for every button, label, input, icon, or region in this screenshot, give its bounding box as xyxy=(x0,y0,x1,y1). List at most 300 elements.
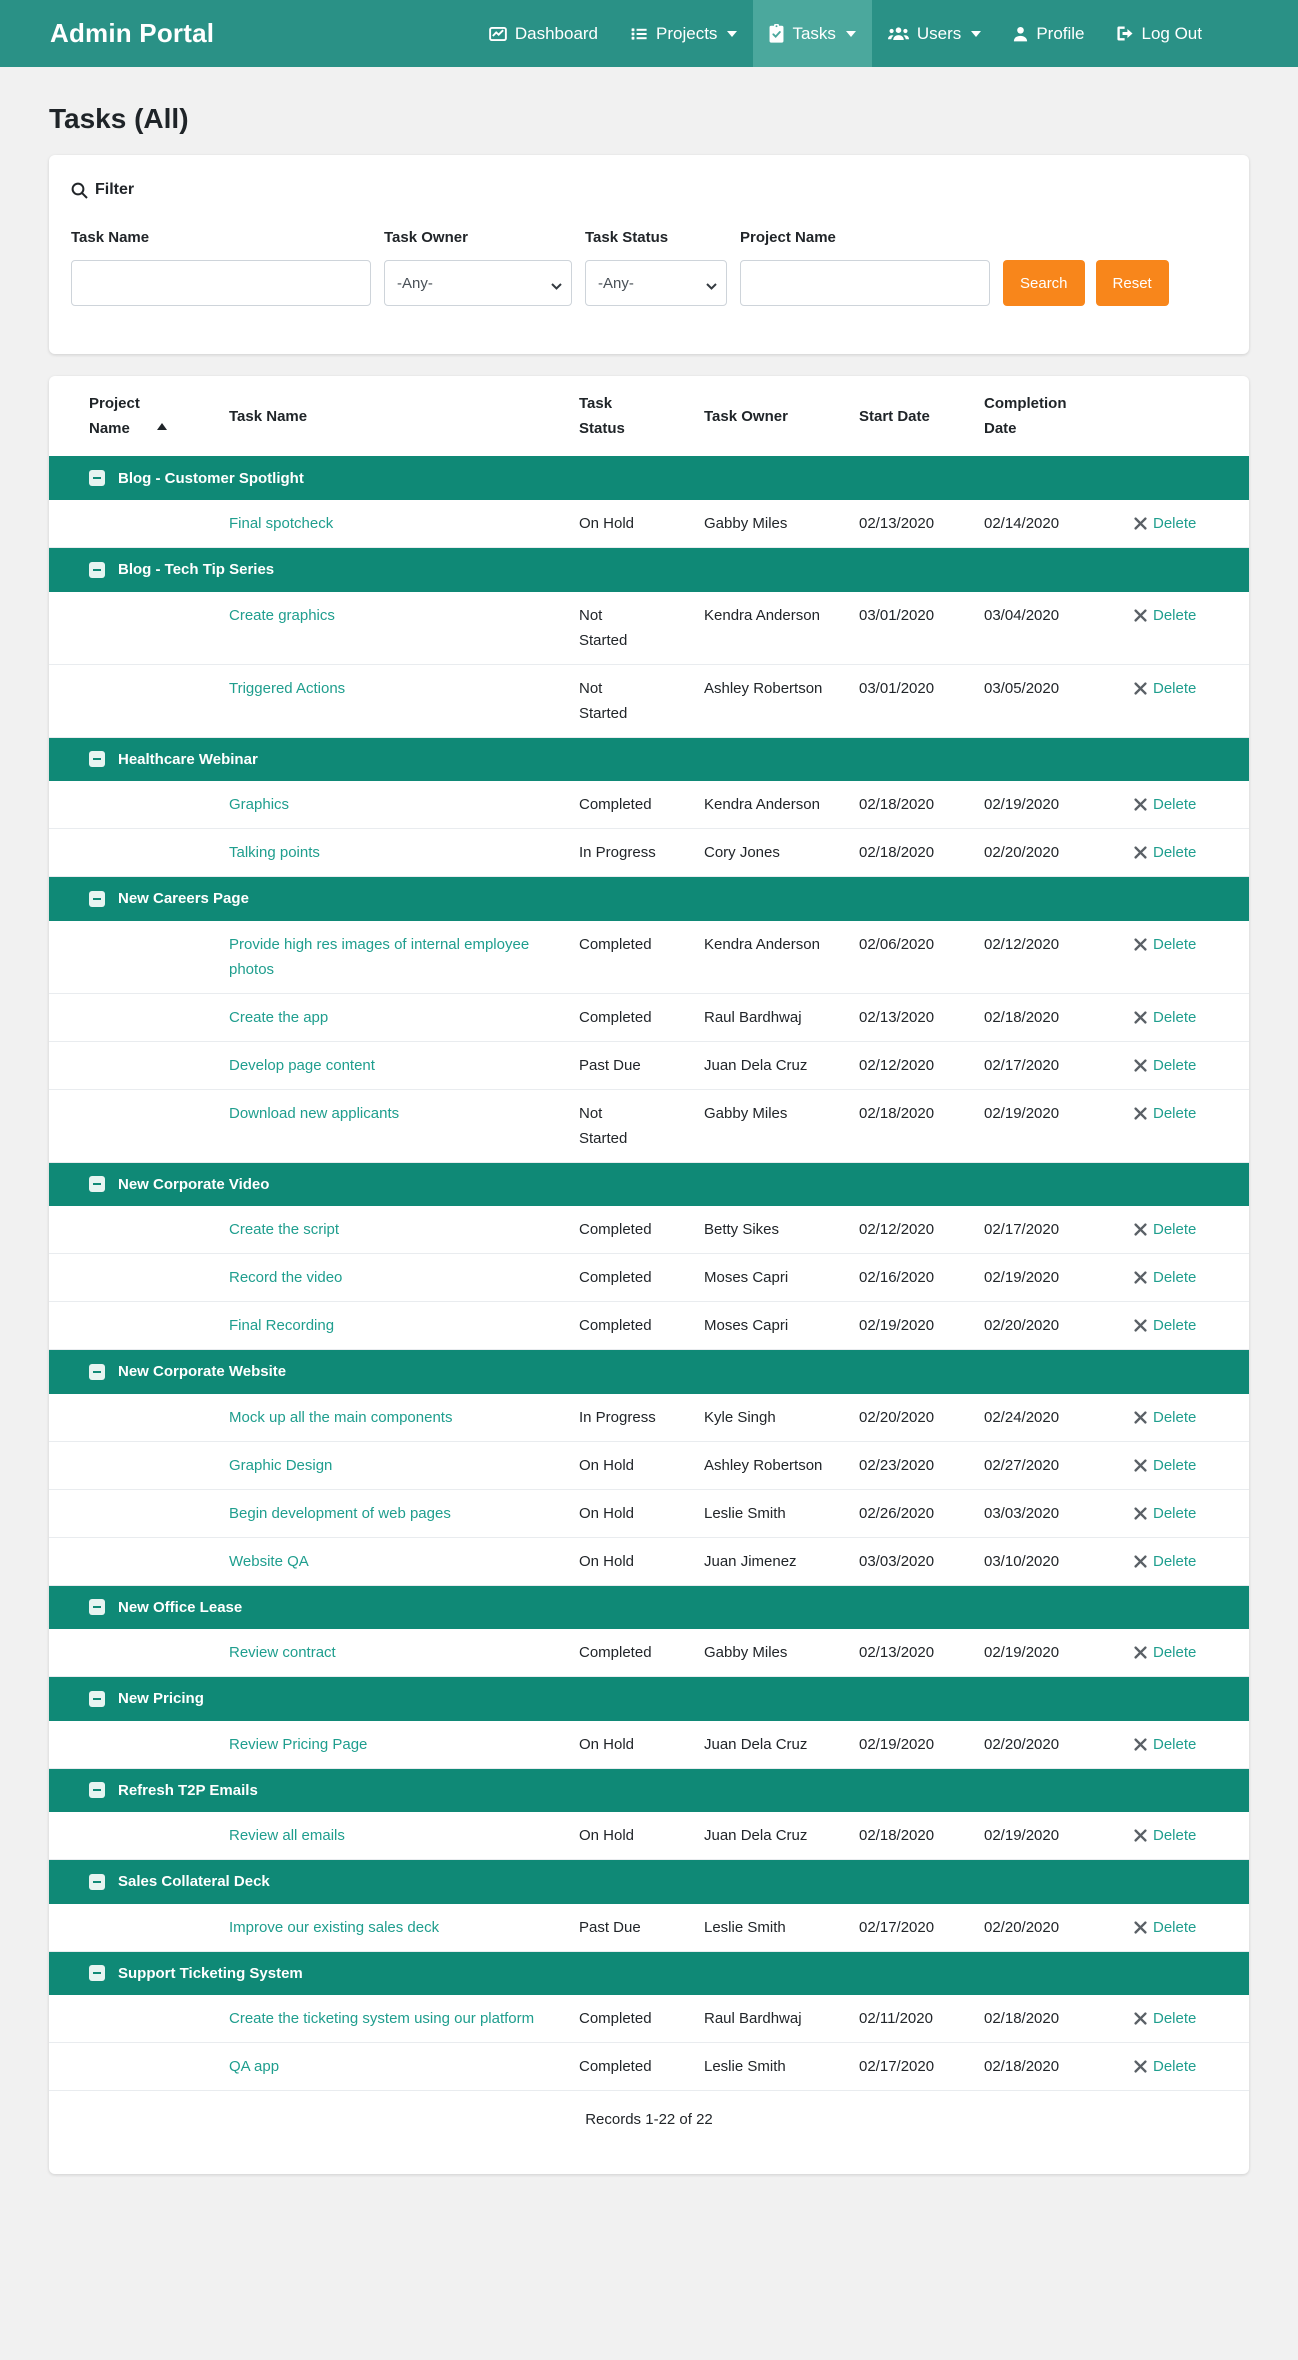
delete-task-link[interactable]: Delete xyxy=(1153,1827,1197,1844)
task-name-cell xyxy=(229,1206,579,1254)
task-owner-cell: Juan Dela Cruz xyxy=(704,1721,859,1769)
delete-task-link[interactable]: Delete xyxy=(1153,2010,1197,2027)
actions-cell xyxy=(1134,1489,1249,1537)
task-name-cell xyxy=(229,1254,579,1302)
task-name-link[interactable]: Create the ticketing system using our platform xyxy=(229,2010,535,2027)
task-owner-cell: Juan Dela Cruz xyxy=(704,1812,859,1860)
search-button[interactable]: Search xyxy=(1003,260,1085,306)
start-date-cell: 02/12/2020 xyxy=(859,1041,984,1089)
project-group-row[interactable] xyxy=(49,1860,1249,1904)
completion-date-cell: 03/03/2020 xyxy=(984,1489,1134,1537)
clipboard-check-icon xyxy=(769,24,784,43)
project-name-cell xyxy=(49,500,229,548)
task-name-cell xyxy=(229,1721,579,1769)
completion-date-cell: 02/19/2020 xyxy=(984,1812,1134,1860)
completion-date-cell: 02/19/2020 xyxy=(984,1629,1134,1677)
collapse-minus-icon[interactable] xyxy=(89,1874,105,1890)
x-icon xyxy=(1134,798,1147,811)
nav-label: Profile xyxy=(1036,23,1085,43)
task-row xyxy=(49,1302,1249,1350)
collapse-minus-icon[interactable] xyxy=(89,1782,105,1798)
delete-task-link[interactable]: Delete xyxy=(1153,1735,1197,1753)
delete-task-link[interactable]: Delete xyxy=(1153,1552,1197,1570)
project-name-cell xyxy=(49,1302,229,1350)
task-name-link[interactable]: Improve our existing sales deck xyxy=(229,1918,440,1936)
delete-task-link[interactable]: Delete xyxy=(1153,1644,1197,1661)
completion-date-cell: 02/17/2020 xyxy=(984,1206,1134,1254)
x-icon xyxy=(1134,1223,1147,1236)
task-owner-filter-label: Task Owner xyxy=(384,229,468,246)
column-header-task-name[interactable]: Task Name xyxy=(229,407,308,425)
filter-title-label: Filter xyxy=(95,181,135,198)
nav-label: Tasks xyxy=(792,23,836,43)
column-header-task-status[interactable]: Task Status xyxy=(579,395,625,437)
task-name-cell xyxy=(229,993,579,1041)
task-name-cell xyxy=(229,1904,579,1952)
project-group-label: New Careers Page xyxy=(118,890,249,908)
project-group-row[interactable] xyxy=(49,1768,1249,1812)
project-name-cell xyxy=(49,1089,229,1162)
task-row xyxy=(49,1206,1249,1254)
x-icon xyxy=(1134,1829,1147,1842)
x-icon xyxy=(1134,1411,1147,1424)
task-name-link[interactable]: Create the app xyxy=(229,1008,329,1026)
project-name-filter-input[interactable] xyxy=(740,260,990,306)
x-icon xyxy=(1134,1459,1147,1472)
actions-cell xyxy=(1134,1089,1249,1162)
x-icon xyxy=(1134,1271,1147,1284)
actions-cell xyxy=(1134,993,1249,1041)
nav-projects[interactable] xyxy=(614,0,753,67)
task-owner-cell: Leslie Smith xyxy=(704,2043,859,2091)
completion-date-cell: 02/12/2020 xyxy=(984,921,1134,994)
task-row xyxy=(49,592,1249,665)
completion-date-cell: 02/20/2020 xyxy=(984,829,1134,877)
project-name-cell xyxy=(49,1721,229,1769)
task-row xyxy=(49,921,1249,994)
actions-cell xyxy=(1134,1812,1249,1860)
table-header-row xyxy=(49,376,1249,456)
task-status-cell: Completed xyxy=(579,1302,704,1350)
task-status-cell: Not Started xyxy=(579,664,704,737)
task-row xyxy=(49,1629,1249,1677)
project-name-filter-label: Project Name xyxy=(740,229,836,246)
actions-cell xyxy=(1134,2043,1249,2091)
task-owner-cell: Betty Sikes xyxy=(704,1206,859,1254)
nav-label: Projects xyxy=(656,23,718,43)
project-name-cell xyxy=(49,664,229,737)
search-icon xyxy=(71,182,88,199)
task-row xyxy=(49,1254,1249,1302)
delete-task-link[interactable]: Delete xyxy=(1153,1408,1197,1426)
nav-profile[interactable] xyxy=(997,0,1100,67)
main-nav xyxy=(473,0,1218,67)
filter-row xyxy=(71,229,1227,306)
task-name-cell xyxy=(229,1812,579,1860)
task-name-cell xyxy=(229,2043,579,2091)
x-icon xyxy=(1134,2060,1147,2073)
start-date-cell: 02/26/2020 xyxy=(859,1489,984,1537)
actions-cell xyxy=(1134,1394,1249,1442)
task-status-cell: On Hold xyxy=(579,1537,704,1585)
actions-cell xyxy=(1134,1041,1249,1089)
x-icon xyxy=(1134,1507,1147,1520)
task-name-link[interactable]: Provide high res images of internal employee photos xyxy=(229,935,530,978)
completion-date-cell: 02/20/2020 xyxy=(984,1302,1134,1350)
completion-date-cell: 02/19/2020 xyxy=(984,1254,1134,1302)
completion-date-cell: 03/04/2020 xyxy=(984,592,1134,665)
task-name-cell xyxy=(229,781,579,829)
project-group-label: Refresh T2P Emails xyxy=(118,1781,258,1799)
project-name-cell xyxy=(49,1041,229,1089)
delete-task-link[interactable]: Delete xyxy=(1153,606,1197,624)
start-date-cell: 02/18/2020 xyxy=(859,1089,984,1162)
task-status-cell: Past Due xyxy=(579,1041,704,1089)
start-date-cell: 02/20/2020 xyxy=(859,1394,984,1442)
task-status-cell: Past Due xyxy=(579,1904,704,1952)
sign-out-icon xyxy=(1117,26,1134,41)
user-icon xyxy=(1013,26,1028,42)
task-status-cell: Not Started xyxy=(579,1089,704,1162)
task-name-link[interactable]: Create the script xyxy=(229,1221,340,1238)
task-status-cell: On Hold xyxy=(579,500,704,548)
actions-cell xyxy=(1134,1629,1249,1677)
start-date-cell: 02/12/2020 xyxy=(859,1206,984,1254)
actions-cell xyxy=(1134,921,1249,994)
task-status-filter-label: Task Status xyxy=(585,229,669,246)
task-name-cell xyxy=(229,1441,579,1489)
project-name-cell xyxy=(49,1995,229,2043)
task-name-link[interactable]: Review all emails xyxy=(229,1827,345,1844)
task-name-cell xyxy=(229,921,579,994)
task-name-link[interactable]: Mock up all the main components xyxy=(229,1408,453,1426)
task-name-link[interactable]: Record the video xyxy=(229,1269,343,1286)
column-header-project-name[interactable]: Project Name xyxy=(49,376,229,456)
collapse-minus-icon[interactable] xyxy=(89,751,105,767)
delete-task-link[interactable]: Delete xyxy=(1153,1008,1197,1026)
completion-date-cell: 02/27/2020 xyxy=(984,1441,1134,1489)
start-date-cell: 02/17/2020 xyxy=(859,1904,984,1952)
task-name-link[interactable]: Talking points xyxy=(229,844,320,861)
brand-title: Admin Portal xyxy=(50,18,215,48)
delete-task-link[interactable]: Delete xyxy=(1153,2058,1197,2075)
filter-card xyxy=(49,155,1249,354)
task-owner-cell: Raul Bardhwaj xyxy=(704,1995,859,2043)
collapse-minus-icon[interactable] xyxy=(89,891,105,907)
delete-task-link[interactable]: Delete xyxy=(1153,1918,1197,1936)
delete-task-link[interactable]: Delete xyxy=(1153,1056,1197,1074)
project-name-cell xyxy=(49,1537,229,1585)
project-name-cell xyxy=(49,592,229,665)
column-header-start-date[interactable]: Start Date xyxy=(859,407,930,425)
task-row xyxy=(49,1441,1249,1489)
task-name-link[interactable]: Final spotcheck xyxy=(229,515,334,532)
page-content xyxy=(0,103,1298,2174)
task-name-cell xyxy=(229,1629,579,1677)
task-row xyxy=(49,1812,1249,1860)
task-name-filter-input[interactable] xyxy=(71,260,371,306)
nav-dashboard[interactable] xyxy=(473,0,614,67)
completion-date-cell: 02/17/2020 xyxy=(984,1041,1134,1089)
start-date-cell: 03/03/2020 xyxy=(859,1537,984,1585)
tasks-table-card xyxy=(49,376,1249,2174)
task-row xyxy=(49,2043,1249,2091)
actions-cell xyxy=(1134,1995,1249,2043)
project-name-cell xyxy=(49,993,229,1041)
completion-date-cell: 02/20/2020 xyxy=(984,1721,1134,1769)
project-group-label: Support Ticketing System xyxy=(118,1964,303,1982)
task-status-filter-select[interactable] xyxy=(585,260,727,306)
task-status-cell: Completed xyxy=(579,921,704,994)
task-name-link[interactable]: Download new applicants xyxy=(229,1104,400,1122)
task-name-cell xyxy=(229,1489,579,1537)
project-group-label: New Corporate Website xyxy=(118,1363,287,1381)
x-icon xyxy=(1134,1319,1147,1332)
task-status-cell: Completed xyxy=(579,1995,704,2043)
task-row xyxy=(49,993,1249,1041)
task-row xyxy=(49,664,1249,737)
delete-task-link[interactable]: Delete xyxy=(1153,515,1197,532)
task-status-cell: In Progress xyxy=(579,1394,704,1442)
x-icon xyxy=(1134,1921,1147,1934)
task-owner-cell: Ashley Robertson xyxy=(704,664,859,737)
delete-task-link[interactable]: Delete xyxy=(1153,1221,1197,1238)
task-owner-filter-select[interactable] xyxy=(384,260,572,306)
delete-task-link[interactable]: Delete xyxy=(1153,1504,1197,1522)
project-name-cell xyxy=(49,1254,229,1302)
nav-label: Log Out xyxy=(1141,23,1202,43)
task-owner-cell: Leslie Smith xyxy=(704,1489,859,1537)
task-row xyxy=(49,500,1249,548)
task-status-cell: On Hold xyxy=(579,1812,704,1860)
start-date-cell: 02/19/2020 xyxy=(859,1302,984,1350)
collapse-minus-icon[interactable] xyxy=(89,562,105,578)
x-icon xyxy=(1134,1107,1147,1120)
project-group-label: Healthcare Webinar xyxy=(118,750,258,768)
task-row xyxy=(49,1537,1249,1585)
actions-cell xyxy=(1134,500,1249,548)
task-owner-cell: Juan Jimenez xyxy=(704,1537,859,1585)
task-name-cell xyxy=(229,1089,579,1162)
records-count: Records 1-22 of 22 xyxy=(585,2111,713,2128)
task-owner-cell: Kyle Singh xyxy=(704,1394,859,1442)
task-owner-cell: Raul Bardhwaj xyxy=(704,993,859,1041)
task-owner-cell: Juan Dela Cruz xyxy=(704,1041,859,1089)
caret-down-icon xyxy=(846,31,856,37)
nav-label: Users xyxy=(916,23,962,43)
project-name-cell xyxy=(49,781,229,829)
task-name-cell xyxy=(229,1394,579,1442)
completion-date-cell: 02/18/2020 xyxy=(984,993,1134,1041)
reset-button[interactable]: Reset xyxy=(1096,260,1169,306)
start-date-cell: 02/17/2020 xyxy=(859,2043,984,2091)
task-name-link[interactable]: QA app xyxy=(229,2058,280,2075)
actions-cell xyxy=(1134,1302,1249,1350)
actions-cell xyxy=(1134,781,1249,829)
completion-date-cell: 02/19/2020 xyxy=(984,781,1134,829)
task-name-link[interactable]: Website QA xyxy=(229,1552,309,1570)
x-icon xyxy=(1134,682,1147,695)
task-owner-cell: Kendra Anderson xyxy=(704,592,859,665)
task-name-cell xyxy=(229,1995,579,2043)
task-status-cell: Not Started xyxy=(579,592,704,665)
filter-header xyxy=(71,181,1227,199)
start-date-cell: 02/06/2020 xyxy=(859,921,984,994)
start-date-cell: 03/01/2020 xyxy=(859,592,984,665)
x-icon xyxy=(1134,609,1147,622)
start-date-cell: 02/13/2020 xyxy=(859,500,984,548)
column-header-completion-date[interactable]: Completion Date xyxy=(984,395,1067,437)
collapse-minus-icon[interactable] xyxy=(89,1176,105,1192)
x-icon xyxy=(1134,1555,1147,1568)
start-date-cell: 02/18/2020 xyxy=(859,1812,984,1860)
task-row xyxy=(49,829,1249,877)
delete-task-link[interactable]: Delete xyxy=(1153,935,1197,953)
task-status-cell: Completed xyxy=(579,1206,704,1254)
chart-line-icon xyxy=(489,25,507,43)
project-group-row[interactable] xyxy=(49,1585,1249,1629)
project-group-row[interactable] xyxy=(49,1677,1249,1721)
task-name-cell xyxy=(229,1041,579,1089)
project-name-cell xyxy=(49,1629,229,1677)
task-name-link[interactable]: Triggered Actions xyxy=(229,679,346,697)
task-row xyxy=(49,1041,1249,1089)
task-row xyxy=(49,1394,1249,1442)
task-name-link[interactable]: Graphics xyxy=(229,796,290,813)
column-header-task-owner[interactable]: Task Owner xyxy=(704,407,788,425)
project-group-row[interactable] xyxy=(49,1350,1249,1394)
task-owner-cell: Gabby Miles xyxy=(704,1089,859,1162)
project-name-cell xyxy=(49,921,229,994)
project-group-label: Blog - Tech Tip Series xyxy=(118,561,275,579)
task-row xyxy=(49,1904,1249,1952)
task-name-link[interactable]: Develop page content xyxy=(229,1056,375,1074)
task-status-cell: Completed xyxy=(579,1254,704,1302)
collapse-minus-icon[interactable] xyxy=(89,470,105,486)
delete-task-link[interactable]: Delete xyxy=(1153,1317,1197,1334)
task-owner-cell: Gabby Miles xyxy=(704,500,859,548)
page-title: Tasks (All) xyxy=(49,103,189,134)
delete-task-link[interactable]: Delete xyxy=(1153,844,1197,861)
task-status-cell: On Hold xyxy=(579,1489,704,1537)
task-status-cell: In Progress xyxy=(579,829,704,877)
list-icon xyxy=(630,26,648,42)
task-status-cell: On Hold xyxy=(579,1441,704,1489)
start-date-cell: 02/18/2020 xyxy=(859,781,984,829)
start-date-cell: 03/01/2020 xyxy=(859,664,984,737)
x-icon xyxy=(1134,1738,1147,1751)
collapse-minus-icon[interactable] xyxy=(89,1691,105,1707)
start-date-cell: 02/19/2020 xyxy=(859,1721,984,1769)
task-name-cell xyxy=(229,500,579,548)
task-row xyxy=(49,1721,1249,1769)
task-row xyxy=(49,781,1249,829)
project-group-row[interactable] xyxy=(49,877,1249,921)
completion-date-cell: 02/24/2020 xyxy=(984,1394,1134,1442)
completion-date-cell: 03/05/2020 xyxy=(984,664,1134,737)
task-name-cell xyxy=(229,1537,579,1585)
project-group-row[interactable] xyxy=(49,737,1249,781)
nav-log-out[interactable] xyxy=(1101,0,1219,67)
delete-task-link[interactable]: Delete xyxy=(1153,1456,1197,1474)
app-header xyxy=(0,0,1298,67)
completion-date-cell: 03/10/2020 xyxy=(984,1537,1134,1585)
task-row xyxy=(49,1995,1249,2043)
task-name-cell xyxy=(229,664,579,737)
project-group-label: New Office Lease xyxy=(118,1598,243,1616)
task-owner-cell: Gabby Miles xyxy=(704,1629,859,1677)
task-name-cell xyxy=(229,1302,579,1350)
completion-date-cell: 02/14/2020 xyxy=(984,500,1134,548)
project-name-cell xyxy=(49,1812,229,1860)
users-icon xyxy=(888,26,909,41)
start-date-cell: 02/13/2020 xyxy=(859,1629,984,1677)
x-icon xyxy=(1134,517,1147,530)
task-owner-cell: Kendra Anderson xyxy=(704,921,859,994)
delete-task-link[interactable]: Delete xyxy=(1153,1269,1197,1286)
project-name-cell xyxy=(49,829,229,877)
nav-users[interactable] xyxy=(872,0,997,67)
sort-ascending-icon xyxy=(157,423,167,430)
task-owner-cell: Cory Jones xyxy=(704,829,859,877)
completion-date-cell: 02/20/2020 xyxy=(984,1904,1134,1952)
delete-task-link[interactable]: Delete xyxy=(1153,796,1197,813)
project-name-cell xyxy=(49,1206,229,1254)
collapse-minus-icon[interactable] xyxy=(89,1965,105,1981)
task-owner-cell: Kendra Anderson xyxy=(704,781,859,829)
task-owner-cell: Leslie Smith xyxy=(704,1904,859,1952)
x-icon xyxy=(1134,2012,1147,2025)
project-name-cell xyxy=(49,2043,229,2091)
task-name-filter-label: Task Name xyxy=(71,229,150,246)
project-group-row[interactable] xyxy=(49,456,1249,500)
task-owner-cell: Moses Capri xyxy=(704,1302,859,1350)
task-row xyxy=(49,1489,1249,1537)
collapse-minus-icon[interactable] xyxy=(89,1599,105,1615)
project-name-cell xyxy=(49,1441,229,1489)
actions-cell xyxy=(1134,1441,1249,1489)
task-name-link[interactable]: Begin development of web pages xyxy=(229,1504,451,1522)
nav-tasks[interactable] xyxy=(753,0,871,67)
start-date-cell: 02/13/2020 xyxy=(859,993,984,1041)
completion-date-cell: 02/18/2020 xyxy=(984,1995,1134,2043)
project-group-row[interactable] xyxy=(49,1162,1249,1206)
task-name-link[interactable]: Graphic Design xyxy=(229,1456,333,1474)
column-header-actions xyxy=(1134,376,1249,456)
collapse-minus-icon[interactable] xyxy=(89,1364,105,1380)
nav-label: Dashboard xyxy=(514,23,599,43)
task-name-link[interactable]: Review contract xyxy=(229,1644,336,1661)
x-icon xyxy=(1134,1646,1147,1659)
delete-task-link[interactable]: Delete xyxy=(1153,679,1197,697)
task-status-cell: Completed xyxy=(579,1629,704,1677)
delete-task-link[interactable]: Delete xyxy=(1153,1104,1197,1122)
project-group-row[interactable] xyxy=(49,548,1249,592)
actions-cell xyxy=(1134,1537,1249,1585)
task-name-link[interactable]: Review Pricing Page xyxy=(229,1735,368,1753)
task-owner-cell: Ashley Robertson xyxy=(704,1441,859,1489)
task-name-link[interactable]: Final Recording xyxy=(229,1317,335,1334)
start-date-cell: 02/11/2020 xyxy=(859,1995,984,2043)
actions-cell xyxy=(1134,1721,1249,1769)
start-date-cell: 02/18/2020 xyxy=(859,829,984,877)
actions-cell xyxy=(1134,664,1249,737)
task-name-link[interactable]: Create graphics xyxy=(229,606,335,624)
project-group-label: New Corporate Video xyxy=(118,1175,270,1193)
task-owner-cell: Moses Capri xyxy=(704,1254,859,1302)
project-group-row[interactable] xyxy=(49,1951,1249,1995)
task-name-cell xyxy=(229,592,579,665)
